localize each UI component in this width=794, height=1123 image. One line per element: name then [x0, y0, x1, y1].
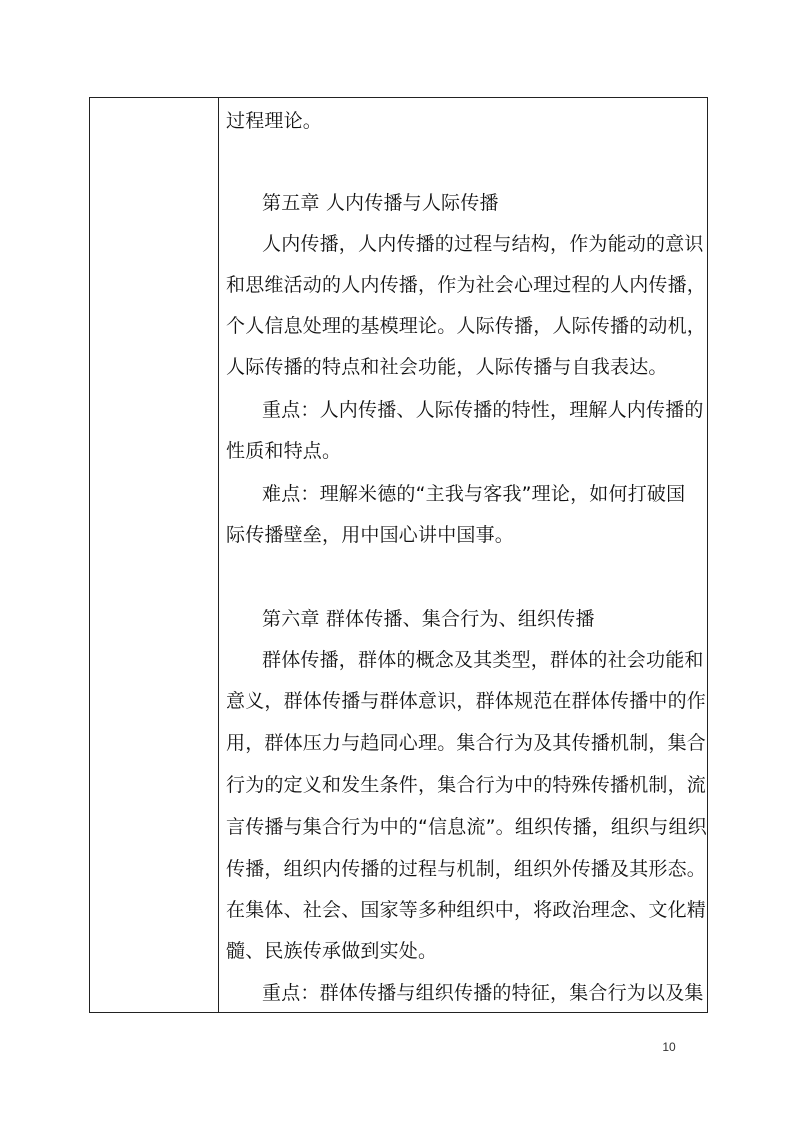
text-line: 意义，群体传播与群体意识，群体规范在群体传播中的作	[226, 690, 707, 712]
text-line: 髓、民族传承做到实处。	[226, 940, 438, 962]
text-line: 行为的定义和发生条件，集合行为中的特殊传播机制，流	[226, 774, 707, 796]
page-number: 10	[662, 1040, 676, 1054]
key-points-line: 重点：人内传播、人际传播的特性，理解人内传播的	[262, 399, 704, 421]
text-line: 和思维活动的人内传播，作为社会心理过程的人内传播，	[226, 274, 707, 296]
text-line: 个人信息处理的基模理论。人际传播，人际传播的动机，	[226, 315, 707, 337]
text-line: 人际传播的特点和社会功能，人际传播与自我表达。	[226, 356, 668, 378]
difficult-points-line: 难点：理解米德的“主我与客我”理论，如何打破国	[262, 483, 686, 505]
text-line: 人内传播，人内传播的过程与结构，作为能动的意识	[262, 233, 704, 255]
table-right-column-cell	[219, 98, 707, 1012]
chapter-6-heading: 第六章 群体传播、集合行为、组织传播	[262, 608, 595, 630]
content-table	[89, 97, 708, 1013]
key-points-line: 重点：群体传播与组织传播的特征，集合行为以及集	[262, 982, 704, 1004]
text-line: 过程理论。	[226, 110, 323, 132]
text-line: 群体传播，群体的概念及其类型，群体的社会功能和	[262, 649, 704, 671]
text-line: 在集体、社会、国家等多种组织中，将政治理念、文化精	[226, 899, 707, 921]
text-line: 用，群体压力与趋同心理。集合行为及其传播机制，集合	[226, 732, 707, 754]
table-left-column-cell	[90, 98, 219, 1012]
text-line: 传播，组织内传播的过程与机制，组织外传播及其形态。	[226, 858, 707, 880]
chapter-5-heading: 第五章 人内传播与人际传播	[262, 192, 499, 214]
text-line: 际传播壁垒，用中国心讲中国事。	[226, 524, 515, 546]
text-line: 性质和特点。	[226, 440, 342, 462]
text-line: 言传播与集合行为中的“信息流”。组织传播，组织与组织	[226, 816, 707, 838]
